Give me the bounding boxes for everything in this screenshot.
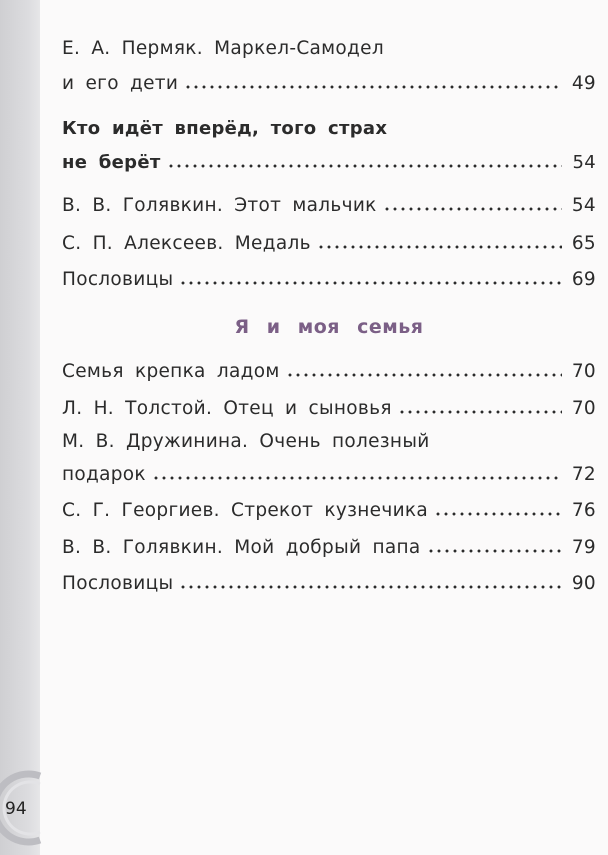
- toc-entry-row: [62, 68, 596, 94]
- toc-entry-page: 79: [571, 537, 596, 558]
- toc-entry: [62, 38, 596, 94]
- toc-entry-page: 65: [571, 233, 596, 254]
- toc-entry-title-line1: Е. А. Пермяк. Маркел-Самодел: [62, 38, 384, 59]
- toc-entry: [62, 568, 596, 596]
- dot-leader: [167, 164, 562, 168]
- toc-entry-page: 69: [571, 269, 596, 290]
- toc-entry-row: [62, 568, 596, 594]
- toc-entry-title: С. П. Алексеев. Медаль: [62, 233, 311, 254]
- toc-entry-row: [62, 147, 596, 173]
- dot-leader: [184, 85, 562, 89]
- toc-entry-title-line1: Кто идёт вперёд, того страх: [62, 118, 388, 139]
- toc-entry-row: [62, 356, 596, 382]
- page-side-strip: [0, 0, 40, 855]
- toc-entry-row: [62, 190, 596, 216]
- toc-entry-row: [62, 495, 596, 521]
- dot-leader: [179, 281, 562, 285]
- dot-leader: [179, 585, 562, 589]
- dot-leader: [286, 373, 562, 377]
- dot-leader: [398, 410, 562, 414]
- toc-entry-title: Семья крепка ладом: [62, 361, 280, 382]
- toc-entry: [62, 495, 596, 523]
- toc-entry-title: В. В. Голявкин. Этот мальчик: [62, 195, 377, 216]
- toc-entry-title: Пословицы: [62, 269, 174, 290]
- toc-entry: [62, 431, 596, 487]
- toc-entry-row: [62, 264, 596, 290]
- section-title: Я и моя семья: [234, 316, 424, 338]
- toc-entry-title-line2: и его дети: [62, 73, 179, 94]
- toc-entry-page: 76: [571, 500, 596, 521]
- toc-entry: [62, 228, 596, 256]
- toc-entry-page: 72: [571, 464, 596, 485]
- toc-entry-title-line1: М. В. Дружинина. Очень полезный: [62, 431, 430, 452]
- toc-entry-page: 49: [571, 73, 596, 94]
- toc-entry-row: [62, 393, 596, 419]
- toc-entry-page: 90: [571, 573, 596, 594]
- dot-leader: [152, 476, 562, 480]
- toc-entry-row: [62, 228, 596, 254]
- toc-entry-page: 70: [571, 398, 596, 419]
- toc-entry-title: В. В. Голявкин. Мой добрый папа: [62, 537, 421, 558]
- toc-entry-title: С. Г. Георгиев. Стрекот кузнечика: [62, 500, 429, 521]
- toc-entry-title-line2: подарок: [62, 464, 146, 485]
- toc-entry: [62, 356, 596, 384]
- toc-entry-page: 54: [571, 195, 596, 216]
- toc-entry-page: 70: [571, 361, 596, 382]
- toc-entry-heading: [62, 118, 596, 174]
- toc-entry-row: [62, 532, 596, 558]
- toc-entry-title: Пословицы: [62, 573, 174, 594]
- toc-entry: [62, 532, 596, 560]
- dot-leader: [383, 207, 562, 211]
- toc-entry: [62, 190, 596, 218]
- dot-leader: [427, 549, 562, 553]
- toc-entry-row: [62, 459, 596, 485]
- toc-entry: [62, 393, 596, 421]
- toc-entry-title: Л. Н. Толстой. Отец и сыновья: [62, 398, 392, 419]
- toc-entry: [62, 264, 596, 292]
- toc-entry-page: 54: [572, 152, 596, 173]
- toc-entry-title-line2: не берёт: [62, 152, 161, 173]
- dot-leader: [434, 512, 562, 516]
- page-number: 94: [5, 799, 27, 819]
- dot-leader: [317, 245, 562, 249]
